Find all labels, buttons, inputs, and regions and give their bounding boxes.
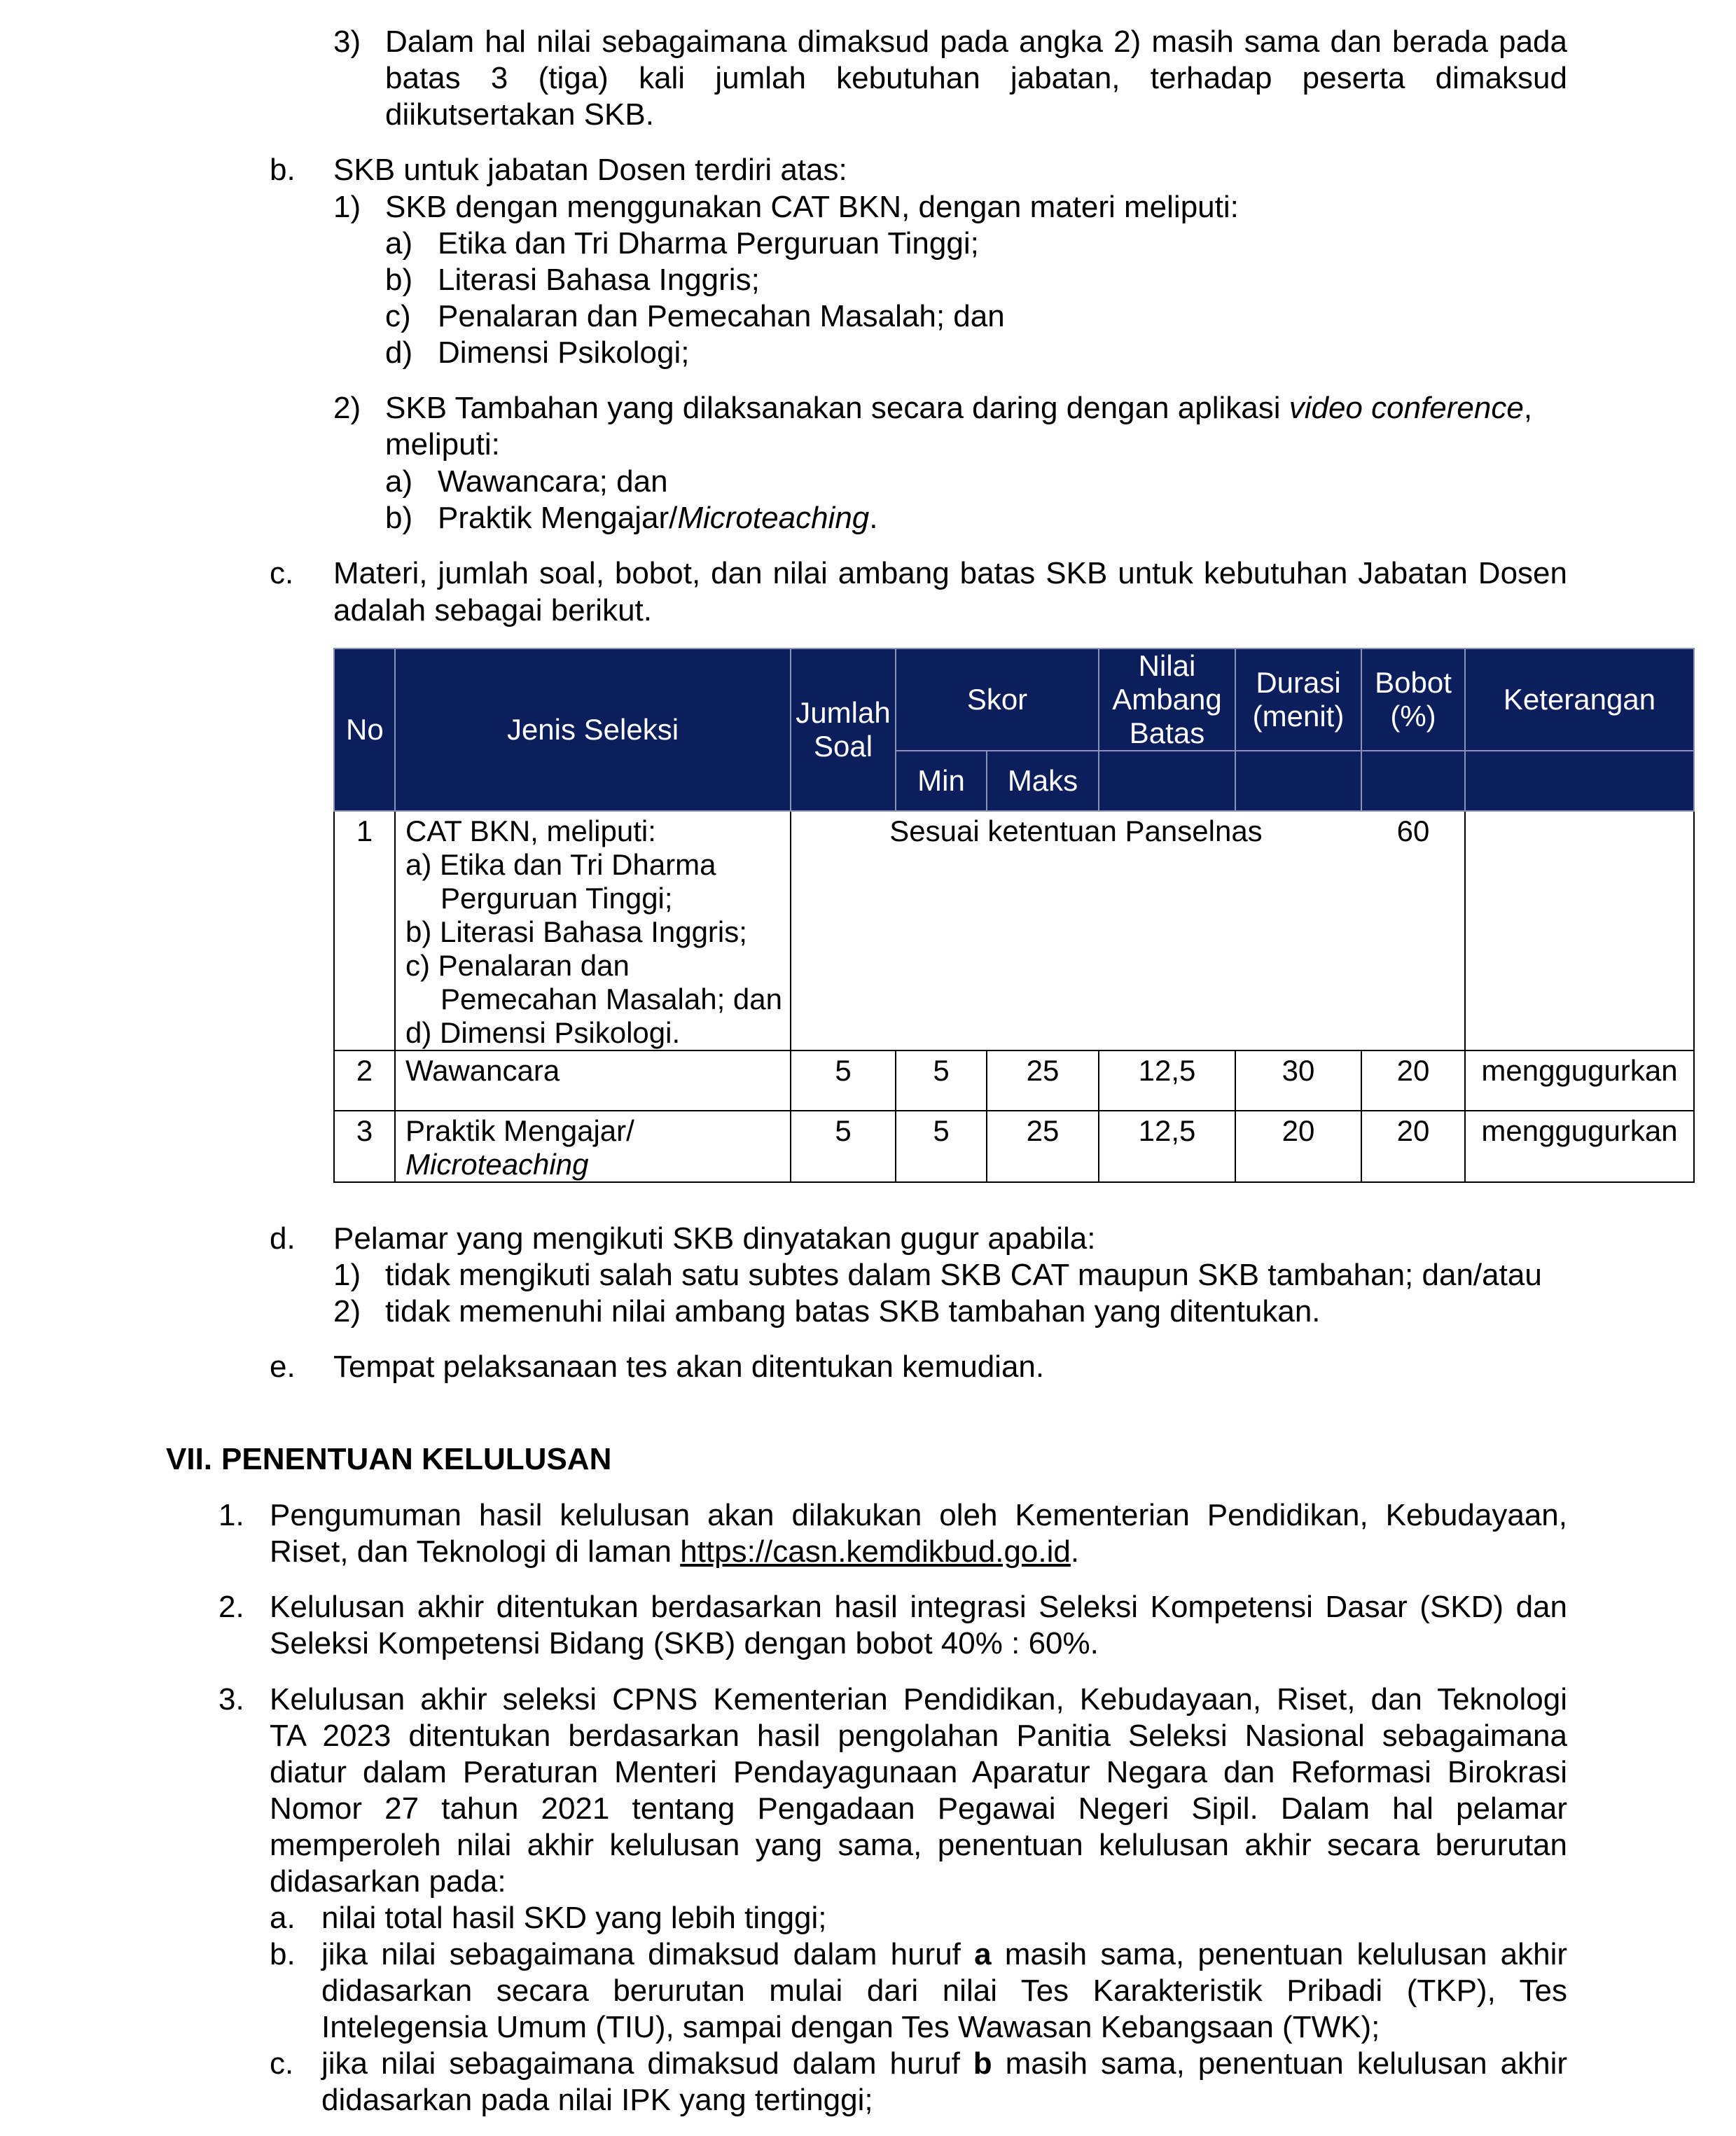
cell-line: Perguruan Tinggi; [440,882,673,915]
paragraph-line: Nomor 27 tahun 2021 tentang Pengadaan Pegawai Negeri Sipil. Dalam hal pelamar [270,1791,1567,1826]
header-no: No [334,649,395,811]
list-text: Etika dan Tri Dharma Perguruan Tinggi; [438,226,979,261]
list-text: Dimensi Psikologi; [438,335,690,370]
list-text: tidak mengikuti salah satu subtes dalam SKB CAT maupun SKB tambahan; dan/atau [385,1258,1542,1292]
cell-bobot: 20 [1361,1111,1465,1182]
list-marker: 2. [218,1590,244,1624]
paragraph-line: Kelulusan akhir seleksi CPNS Kementerian Pendidikan, Kebudayaan, Riset, dan Teknologi [270,1682,1567,1717]
list-marker: d) [385,335,413,370]
list-marker: 2) [333,391,361,425]
list-marker: a) [385,464,413,499]
section-text: Tempat pelaksanaan tes akan ditentukan kemudian. [333,1350,1045,1384]
section-number: VII. [166,1442,213,1476]
paragraph-line: diatur dalam Peraturan Menteri Pendayagunaan Aparatur Negara dan Reformasi Birokrasi [270,1755,1567,1789]
cell-keterangan: menggugurkan [1465,1050,1694,1111]
list-text: Literasi Bahasa Inggris; [438,263,760,297]
list-marker: c. [270,2046,294,2081]
header-skor: Skor [896,649,1099,751]
paragraph-line: jika nilai sebagaimana dimaksud dalam huruf a masih sama, penentuan kelulusan akhir [321,1937,1567,1971]
paragraph-line: Pengumuman hasil kelulusan akan dilakukan oleh Kementerian Pendidikan, Kebudayaan, [270,1498,1567,1532]
list-text: Wawancara; dan [438,464,668,499]
cell-jenis-seleksi [395,811,791,1050]
paragraph-line: diikutsertakan SKB. [385,97,654,132]
cell-min: 5 [896,1050,987,1111]
list-marker: 1. [218,1498,244,1532]
cell-keterangan: menggugurkan [1465,1111,1694,1182]
header-maks: Maks [987,751,1099,811]
list-marker: 3) [333,25,361,59]
list-text: SKB Tambahan yang dilaksanakan secara daring dengan aplikasi video conference, [385,391,1533,425]
list-marker: 3. [218,1682,244,1717]
section-title: Pelamar yang mengikuti SKB dinyatakan gugur apabila: [333,1221,1096,1256]
cell-merged-ketentuan: Sesuai ketentuan Panselnas [791,811,1361,1050]
cell-nilai: 12,5 [1099,1050,1235,1111]
cell-line: b) Literasi Bahasa Inggris; [405,915,747,948]
cell-bobot: 60 [1361,811,1465,1050]
list-marker: a. [270,1901,296,1935]
list-marker: c) [385,299,411,333]
list-marker: 2) [333,1294,361,1329]
paragraph-line: didasarkan secara berurutan mulai dari nilai Tes Karakteristik Pribadi (TKP), Tes [321,1974,1567,2008]
section-letter: e. [270,1350,296,1384]
cell-jenis-seleksi: Wawancara [395,1050,791,1111]
list-text: Penalaran dan Pemecahan Masalah; dan [438,299,1005,333]
bold-term: a [974,1937,992,1971]
cell-jumlah-soal: 5 [791,1111,896,1182]
casn-link[interactable]: https://casn.kemdikbud.go.id [680,1534,1071,1569]
header-min: Min [896,751,987,811]
paragraph-line: memperoleh nilai akhir kelulusan yang sama, penentuan kelulusan akhir secara berurutan [270,1828,1567,1862]
italic-term: video conference [1289,391,1524,425]
cell-nilai: 12,5 [1099,1111,1235,1182]
section-letter: c. [270,556,294,590]
paragraph-line: batas 3 (tiga) kali jumlah kebutuhan jabatan, terhadap peserta dimaksud [385,61,1567,95]
header-empty [1235,751,1361,811]
paragraph-line: TA 2023 ditentukan berdasarkan hasil pengolahan Panitia Seleksi Nasional sebagaimana [270,1719,1567,1753]
header-bobot: Bobot (%) [1361,649,1465,751]
list-marker: 1) [333,190,361,224]
cell-no: 2 [334,1050,395,1111]
table-row [334,1111,1694,1182]
header-keterangan: Keterangan [1465,649,1694,751]
cell-line: Pemecahan Masalah; dan [440,983,782,1015]
section-letter: b. [270,153,296,187]
cell-durasi: 20 [1235,1111,1361,1182]
list-text: tidak memenuhi nilai ambang batas SKB tambahan yang ditentukan. [385,1294,1321,1329]
list-marker: 1) [333,1258,361,1292]
list-text: nilai total hasil SKD yang lebih tinggi; [321,1901,827,1935]
header-jenis-seleksi: Jenis Seleksi [395,649,791,811]
list-marker: b) [385,263,413,297]
header-jumlah-soal: Jumlah Soal [791,649,896,811]
paragraph-line: adalah sebagai berikut. [333,593,652,627]
list-marker: b) [385,501,413,535]
cell-maks: 25 [987,1111,1099,1182]
paragraph-line: Kelulusan akhir ditentukan berdasarkan hasil integrasi Seleksi Kompetensi Dasar (SKD) dan [270,1590,1567,1624]
cell-bobot: 20 [1361,1050,1465,1111]
cell-no: 1 [334,811,395,1050]
cell-line: Microteaching [405,1148,589,1181]
cell-jenis-seleksi [395,1111,791,1182]
list-text: SKB dengan menggunakan CAT BKN, dengan materi meliputi: [385,190,1239,224]
header-durasi: Durasi (menit) [1235,649,1361,751]
section-letter: d. [270,1221,296,1256]
header-empty [1099,751,1235,811]
list-text: meliputi: [385,427,500,462]
cell-jumlah-soal: 5 [791,1050,896,1111]
bold-term: b [973,2046,992,2081]
paragraph-line: Dalam hal nilai sebagaimana dimaksud pada angka 2) masih sama dan berada pada [385,25,1567,59]
section-title: SKB untuk jabatan Dosen terdiri atas: [333,153,847,187]
cell-line: Praktik Mengajar/ [405,1114,634,1147]
cell-keterangan [1465,811,1694,1050]
cell-min: 5 [896,1111,987,1182]
cell-line: CAT BKN, meliputi: [405,814,656,847]
paragraph-line: Intelegensia Umum (TIU), sampai dengan Tes Wawasan Kebangsaan (TWK); [321,2010,1380,2044]
header-empty [1465,751,1694,811]
cell-line: c) Penalaran dan [405,949,630,982]
header-nilai-ambang-batas: Nilai Ambang Batas [1099,649,1235,751]
cell-line: a) Etika dan Tri Dharma [405,848,716,881]
paragraph-line: Materi, jumlah soal, bobot, dan nilai ambang batas SKB untuk kebutuhan Jabatan Dosen [333,556,1567,590]
cell-durasi: 30 [1235,1050,1361,1111]
list-marker: b. [270,1937,296,1971]
skb-table [333,648,1695,1183]
cell-maks: 25 [987,1050,1099,1111]
header-empty [1361,751,1465,811]
paragraph-line: didasarkan pada: [270,1864,506,1899]
paragraph-line: didasarkan pada nilai IPK yang tertinggi; [321,2083,873,2117]
paragraph-line: Seleksi Kompetensi Bidang (SKB) dengan bobot 40% : 60%. [270,1626,1099,1660]
paragraph-line: jika nilai sebagaimana dimaksud dalam huruf b masih sama, penentuan kelulusan akhir [321,2046,1567,2081]
paragraph-line: Riset, dan Teknologi di laman https://casn.kemdikbud.go.id. [270,1534,1080,1569]
cell-line: d) Dimensi Psikologi. [405,1016,681,1049]
section-heading: PENENTUAN KELULUSAN [221,1442,612,1476]
list-marker: a) [385,226,413,261]
list-text: Praktik Mengajar/Microteaching. [438,501,878,535]
cell-no: 3 [334,1111,395,1182]
table-row [334,811,1694,1050]
table-row [334,1050,1694,1111]
italic-term: Microteaching [677,501,870,535]
